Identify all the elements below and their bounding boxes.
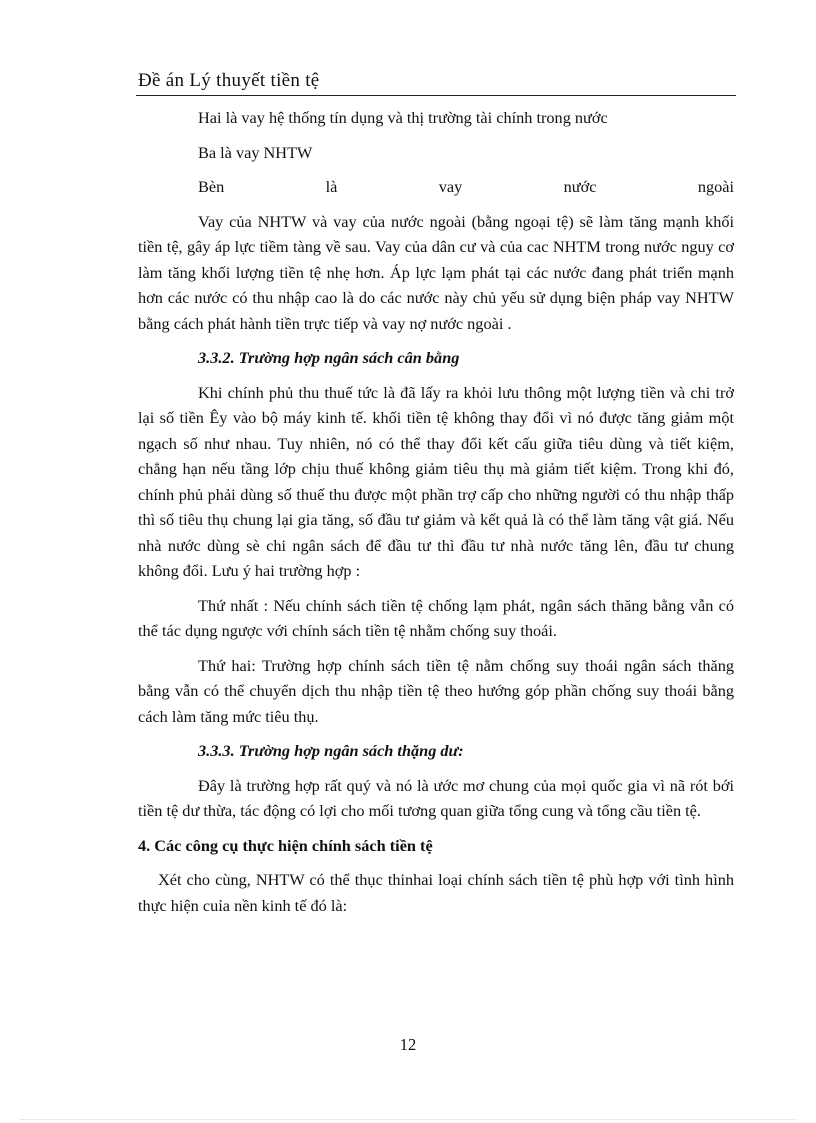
- paragraph-case-one: Thứ nhất : Nếu chính sách tiền tệ chống lạm phát, ngân sách thăng bằng vẫn có thể tác dụng ngược với chính sách tiền tệ nhằm chống suy thoái.: [138, 595, 734, 640]
- paragraph-balanced-budget: Khi chính phủ thu thuế tức là đã lấy ra khỏi lưu thông một lượng tiền và chi trở lại số tiền Êy vào bộ máy kinh tế. khối tiền tệ không thay đổi vì nó được tăng giảm một ngạch số như nhau. Tuy nhiên, nó có thể thay đổi kết cấu giữa tiêu dùng và tiết kiệm, chẳng hạn nếu tầng lớp chịu thuế không giảm tiêu thụ mà giảm tiết kiệm. Trong khi đó, chính phủ phải dùng số thuế thu được một phần trợ cấp cho những người có thu nhập thấp thì số tiêu thụ chung lại gia tăng, số đầu tư giảm và kết quả là có thể làm tăng vật giá. Nếu nhà nước dùng sè chi ngân sách để đầu tư thì đầu tư nhà nước tăng lên, đầu tư chung không đổi. Lưu ý hai trường hợp :: [138, 382, 734, 580]
- heading-3-3-2: 3.3.2. Trường hợp ngân sách cân bằng: [198, 348, 460, 367]
- page-number: 12: [399, 1035, 417, 1054]
- heading-3-3-3: 3.3.3. Trường hợp ngân sách thặng dư:: [198, 741, 464, 760]
- paragraph-surplus-budget: Đây là trường hợp rất quý và nó là ước mơ chung của mọi quốc gia vì nã rót bới tiền tệ dư thừa, tác động có lợi cho mối tương quan giữa tổng cung và tổng cầu tiền tệ.: [138, 775, 734, 820]
- paragraph-loan-central-bank: Ba là vay NHTW: [198, 142, 313, 162]
- paragraph-loan-domestic: Hai là vay hệ thống tín dụng và thị trường tài chính trong nước: [198, 108, 608, 127]
- paragraph-loan-effects: Vay của NHTW và vay của nước ngoài (bằng ngoại tệ) sẽ làm tăng mạnh khối tiền tệ, gây áp lực tiềm tàng về sau. Vay của dân cư và của cac NHTM trong nước nguy cơ làm tăng khối lượng tiền tệ nhẹ hơn. Áp lực lạm phát tại các nước đang phát triển mạnh hơn các nước có thu nhập cao là do các nước này chủ yếu sử dụng biện pháp vay NHTW bằng cách phát hành tiền trực tiếp và vay nợ nước ngoài .: [138, 211, 734, 333]
- header-rule: [136, 95, 736, 96]
- page-bottom-border: [20, 1119, 796, 1120]
- running-header: Đề án Lý thuyết tiền tệ: [138, 70, 320, 91]
- heading-4: 4. Các công cụ thực hiện chính sách tiền tệ: [138, 835, 433, 855]
- paragraph-case-two: Thứ hai: Trường hợp chính sách tiền tệ nằm chống suy thoái ngân sách thăng bằng vẫn có thể chuyển dịch thu nhập tiền tệ theo hướng góp phần chống suy thoái bằng cách làm tăng mức tiêu thụ.: [138, 655, 734, 726]
- body-text: [138, 105, 734, 918]
- paragraph-monetary-tools: Xét cho cùng, NHTW có thể thục thinhai loại chính sách tiền tệ phù hợp với tình hình thực hiện cuỉa nền kinh tế đó là:: [138, 870, 734, 915]
- paragraph-loan-foreign: Bèn là vay nước ngoài: [198, 177, 734, 196]
